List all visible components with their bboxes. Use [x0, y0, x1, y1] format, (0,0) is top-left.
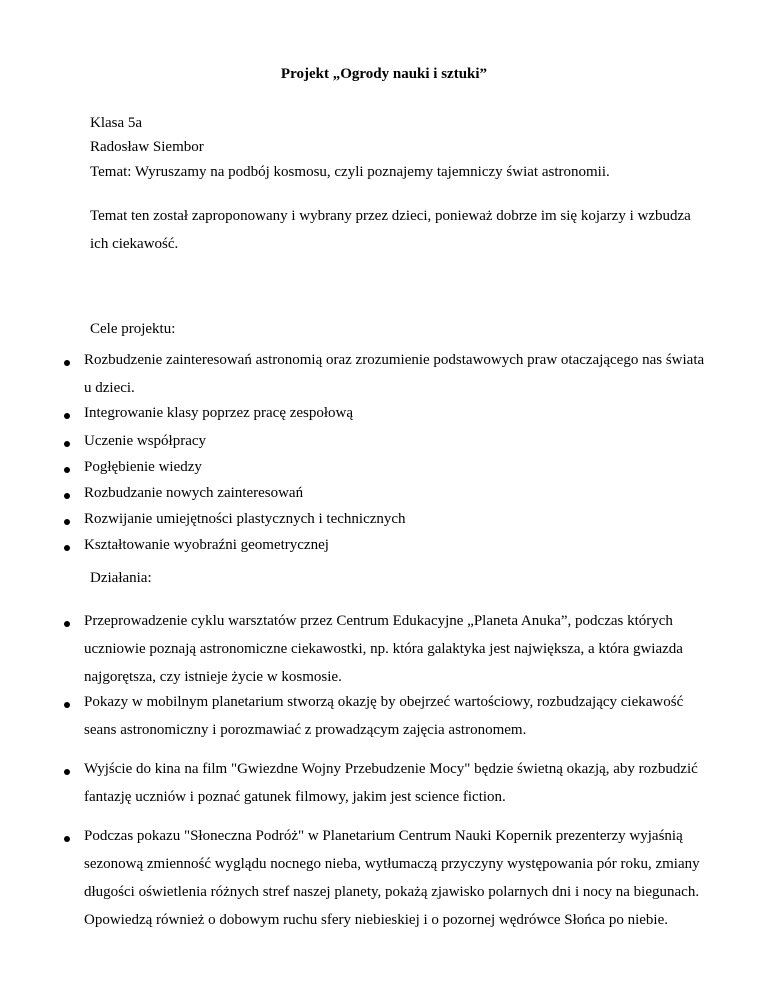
bullet-icon	[64, 836, 70, 842]
bullet-icon	[64, 702, 70, 708]
author-line: Radosław Siembor	[90, 139, 204, 155]
bullet-icon	[64, 467, 70, 473]
bullet-icon	[64, 360, 70, 366]
goal-item: Rozbudzenie zainteresowań astronomią oraz zrozumienie podstawowych praw otaczającego nas świata u dzieci.	[84, 352, 705, 396]
bullet-icon	[64, 545, 70, 551]
class-line: Klasa 5a	[90, 115, 143, 131]
bullet-icon	[64, 769, 70, 775]
intro-paragraph: Temat ten został zaproponowany i wybrany przez dzieci, ponieważ dobrze im się kojarzy i wzbudza ich ciekawość.	[90, 208, 691, 252]
bullet-icon	[64, 493, 70, 499]
topic-line: Temat: Wyruszamy na podbój kosmosu, czyli poznajemy tajemniczy świat astronomii.	[90, 164, 610, 180]
goal-item: Pogłębienie wiedzy	[84, 459, 202, 475]
goals-heading: Cele projektu:	[90, 321, 176, 337]
bullet-icon	[64, 519, 70, 525]
bullet-icon	[64, 413, 70, 419]
goal-item: Rozbudzanie nowych zainteresowań	[84, 485, 304, 501]
goal-item: Uczenie współpracy	[84, 433, 207, 449]
goal-item: Kształtowanie wyobraźni geometrycznej	[84, 537, 329, 553]
action-item: Przeprowadzenie cyklu warsztatów przez Centrum Edukacyjne „Planeta Anuka”, podczas których uczniowie poznają astronomiczne ciekawostki, np. która galaktyka jest największa, a która gwiazda najgorętsza, czy istnieje życie w kosmosie.	[84, 613, 683, 685]
action-item: Wyjście do kina na film "Gwiezdne Wojny Przebudzenie Mocy" będzie świetną okazją, aby rozbudzić fantazję uczniów i poznać gatunek filmowy, jakim jest science fiction.	[84, 761, 698, 805]
bullet-icon	[64, 621, 70, 627]
actions-heading: Działania:	[90, 570, 152, 586]
action-item: Podczas pokazu "Słoneczna Podróż" w Planetarium Centrum Nauki Kopernik prezenterzy wyjaśnią sezonową zmienność wyglądu nocnego nieba, wytłumaczą przyczyny występowania pór roku, zmiany długości oświetlenia różnych stref naszej planety, pokażą zjawisko polarnych dni i nocy na biegunach. Opowiedzą również o dobowym ruchu sfery niebieskiej i o pozornej wędrówce Słońca po niebie.	[84, 828, 700, 928]
goal-item: Integrowanie klasy poprzez pracę zespołową	[84, 405, 354, 421]
action-item: Pokazy w mobilnym planetarium stworzą okazję by obejrzeć wartościowy, rozbudzający ciekawość seans astronomiczny i porozmawiać z prowadzącym zajęcia astronomem.	[84, 694, 684, 738]
document-title: Projekt „Ogrody nauki i sztuki”	[280, 66, 488, 82]
goal-item: Rozwijanie umiejętności plastycznych i technicznych	[84, 511, 406, 527]
bullet-icon	[64, 441, 70, 447]
